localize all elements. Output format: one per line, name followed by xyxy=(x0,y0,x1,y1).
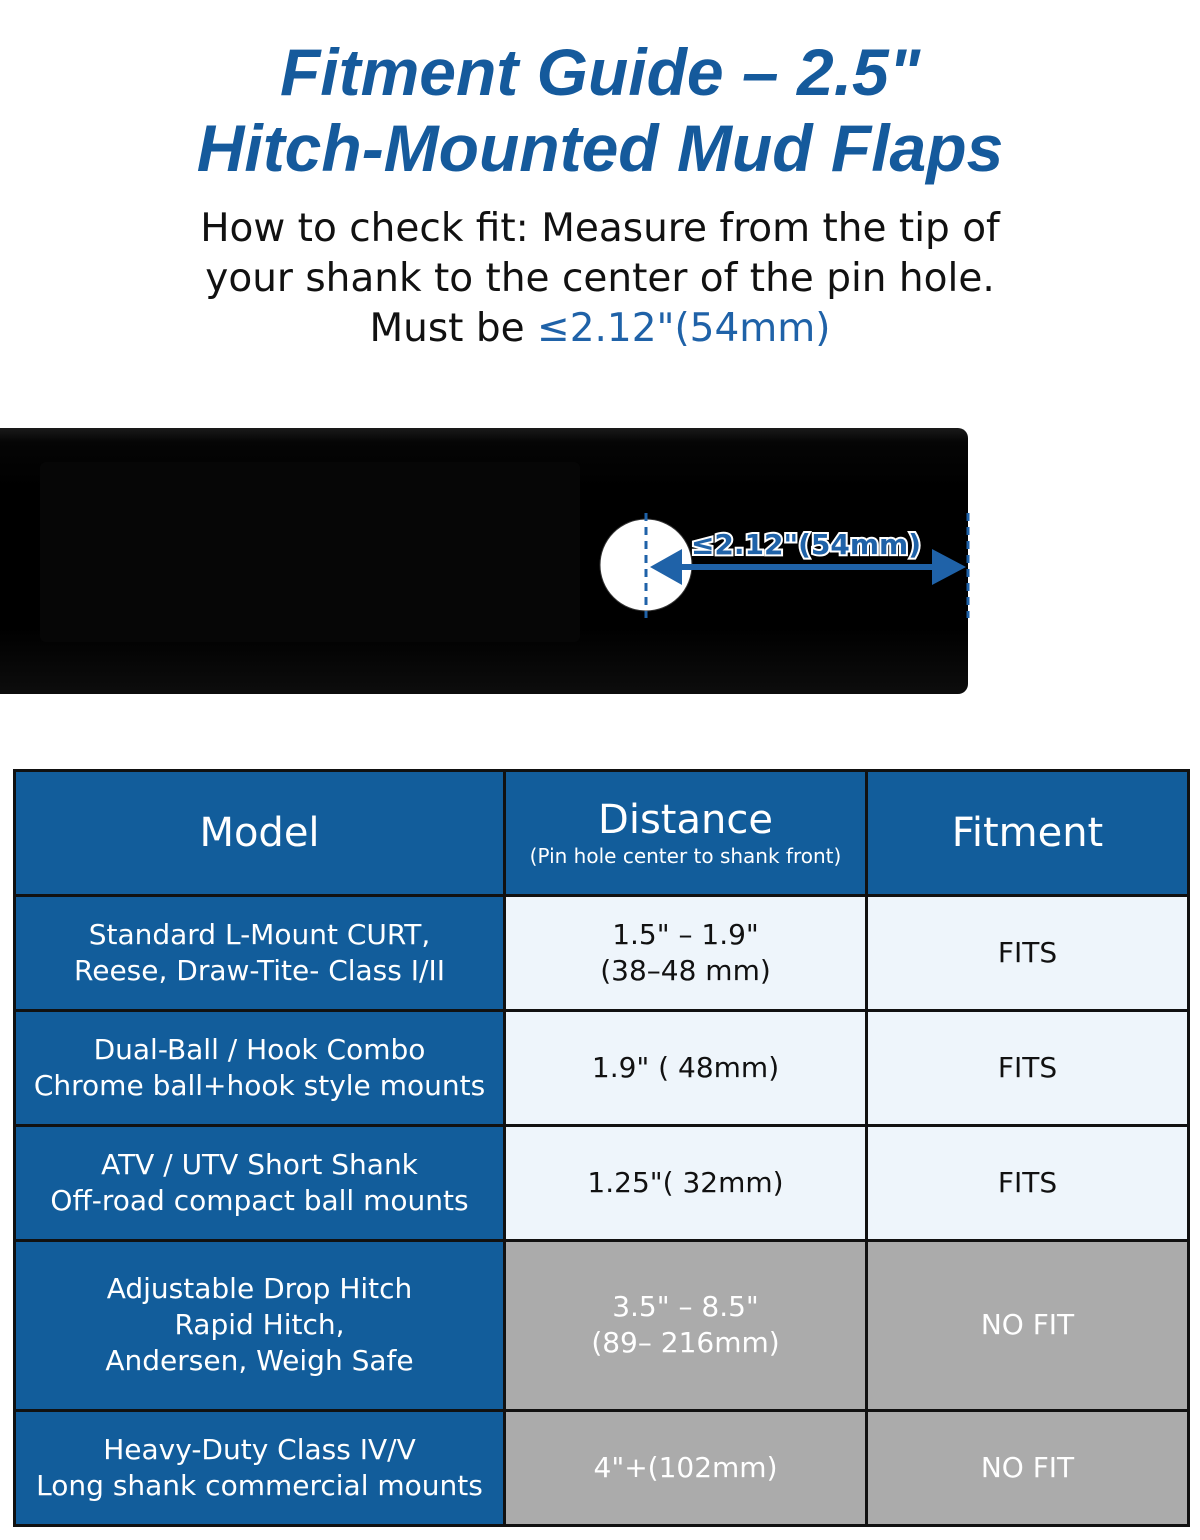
distance-cell: 1.9" ( 48mm) xyxy=(505,1010,867,1125)
max-distance-value: ≤2.12"(54mm) xyxy=(537,306,831,351)
table-row xyxy=(15,1240,1189,1410)
table-header-row xyxy=(15,771,1189,896)
fitment-cell: FITS xyxy=(867,1125,1189,1240)
fitment-cell: FITS xyxy=(867,1010,1189,1125)
fitment-table xyxy=(13,769,1190,1527)
measurement-label: ≤2.12"(54mm) xyxy=(690,528,922,561)
fitment-cell: FITS xyxy=(867,896,1189,1011)
fitment-cell: NO FIT xyxy=(867,1240,1189,1410)
instruction-line-3 xyxy=(0,304,1200,354)
table-row xyxy=(15,1411,1189,1526)
arrow-right-head-icon xyxy=(932,549,966,585)
column-header-fitment: Fitment xyxy=(867,771,1189,896)
model-cell: Standard L-Mount CURT, Reese, Draw-Tite- Class I/II xyxy=(15,896,505,1011)
column-header-distance xyxy=(505,771,867,896)
model-cell: Dual-Ball / Hook Combo Chrome ball+hook style mounts xyxy=(15,1010,505,1125)
instruction-prefix: Must be xyxy=(369,306,538,351)
instruction-line-1: How to check fit: Measure from the tip of xyxy=(200,206,1000,251)
measurement-diagram xyxy=(0,400,1200,720)
page-title-line-1: Fitment Guide – 2.5" xyxy=(279,35,921,109)
table-row xyxy=(15,1125,1189,1240)
distance-header-label: Distance xyxy=(598,797,773,843)
model-cell: ATV / UTV Short Shank Off-road compact ball mounts xyxy=(15,1125,505,1240)
distance-cell: 3.5" – 8.5" (89– 216mm) xyxy=(505,1240,867,1410)
distance-cell: 1.5" – 1.9" (38–48 mm) xyxy=(505,896,867,1011)
instruction-line-2: your shank to the center of the pin hole. xyxy=(205,256,995,301)
table-row xyxy=(15,896,1189,1011)
distance-cell: 1.25"( 32mm) xyxy=(505,1125,867,1240)
distance-header-sub: (Pin hole center to shank front) xyxy=(529,844,842,868)
model-cell: Adjustable Drop Hitch Rapid Hitch, Andersen, Weigh Safe xyxy=(15,1240,505,1410)
column-header-model: Model xyxy=(15,771,505,896)
distance-cell: 4"+(102mm) xyxy=(505,1411,867,1526)
model-cell: Heavy-Duty Class IV/V Long shank commercial mounts xyxy=(15,1411,505,1526)
page-title-line-2: Hitch-Mounted Mud Flaps xyxy=(196,111,1004,185)
table-row xyxy=(15,1010,1189,1125)
fitment-cell: NO FIT xyxy=(867,1411,1189,1526)
